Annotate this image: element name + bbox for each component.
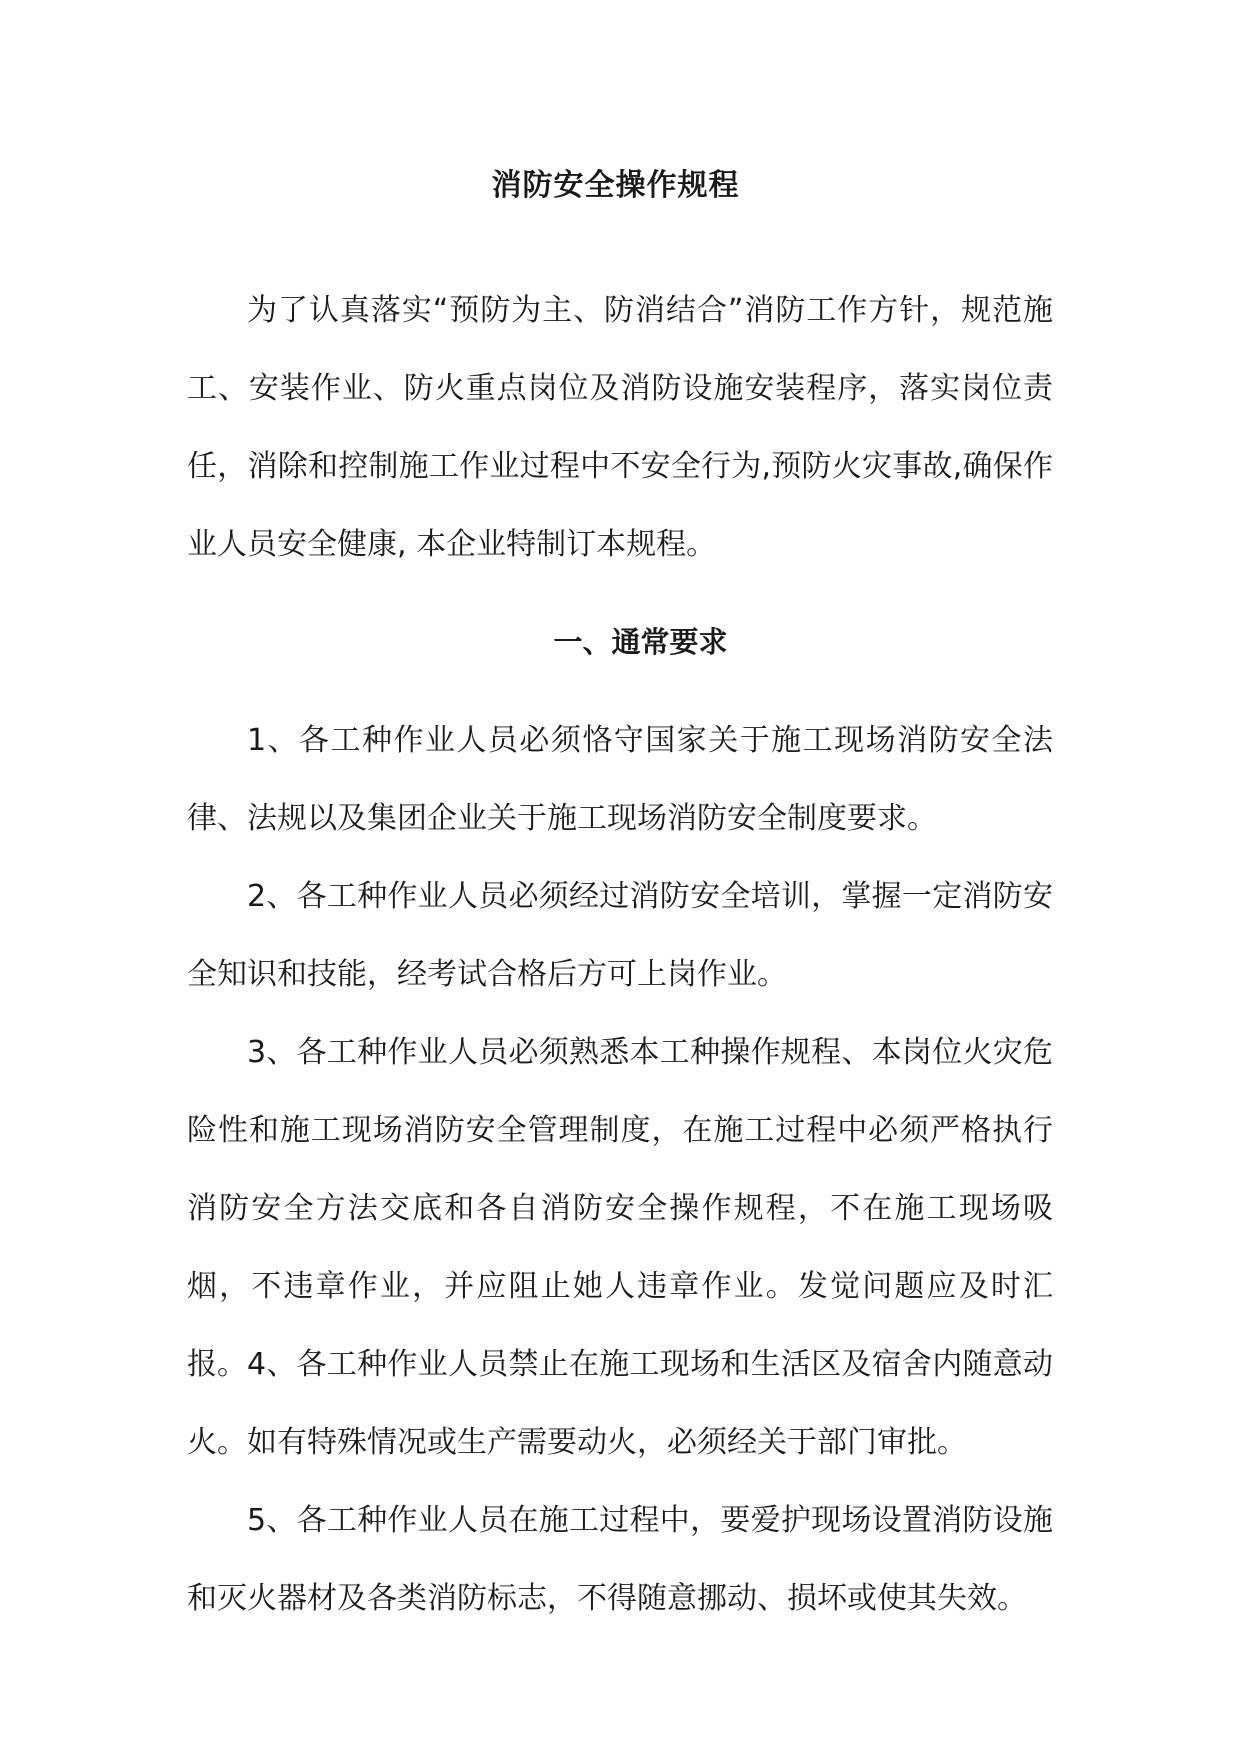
document-title: [0, 166, 1241, 206]
list-item-1: 1、各工种作业人员必须恪守国家关于施工现场消防安全法律、法规以及集团企业关于施工现场消防安全制度要求。: [187, 723, 1053, 836]
intro-paragraph: 为了认真落实“预防为主、防消结合”消防工作方针，规范施工、安装作业、防火重点岗位及消防设施安装程序，落实岗位责任，消除和控制施工作业过程中不安全行为,预防火灾事故,确保作业人员安全健康, 本企业特制订本规程。: [187, 293, 1053, 562]
list-item-5: 5、各工种作业人员在施工过程中，要爱护现场设置消防设施和灭火器材及各类消防标志，不得随意挪动、损坏或使其失效。: [187, 1503, 1053, 1616]
list-item-4: 4、各工种作业人员禁止在施工现场和生活区及宿舍内随意动火。如有特殊情况或生产需要动火，必须经关于部门审批。: [187, 1347, 1053, 1460]
section-heading: [0, 622, 1241, 662]
section-heading-text: 一、通常要求: [553, 625, 728, 659]
list-item-2: 2、各工种作业人员必须经过消防安全培训，掌握一定消防安全知识和技能，经考试合格后方可上岗作业。: [187, 879, 1053, 992]
list-item-3: 3、各工种作业人员必须熟悉本工种操作规程、本岗位火灾危险性和施工现场消防安全管理制度，在施工过程中必须严格执行消防安全方法交底和各自消防安全操作规程，不在施工现场吸烟，不违章作业，并应阻止她人违章作业。发觉问题应及时汇报。: [187, 1035, 1053, 1382]
document-title-text: 消防安全操作规程: [491, 168, 740, 203]
